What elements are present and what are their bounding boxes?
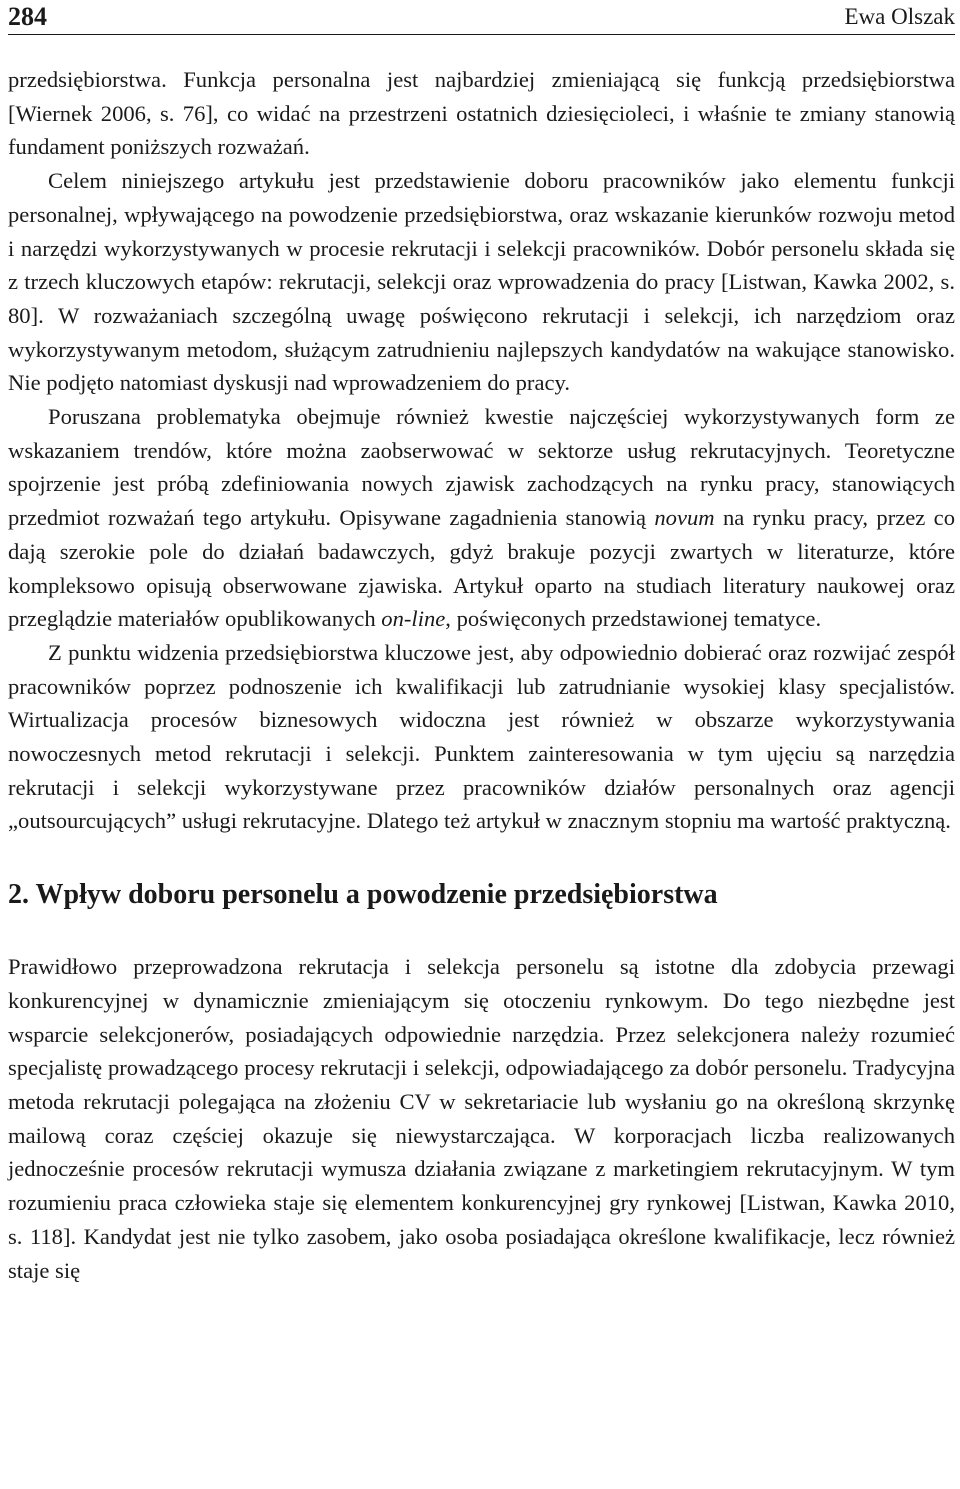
term-novum: novum [654, 505, 715, 531]
body-text [8, 63, 955, 1287]
paragraph-scope-text-c: , poświęconych przedstawionej tematyce. [445, 606, 822, 632]
paragraph-scope-text-a: Poruszana problematyka obejmuje również kwestie najczęściej wykorzystywanych form ze wskazaniem trendów, które można zaobserwować w sektorze usług rekrutacyjnych. Teoretyczne spojrzenie jest próbą zdefiniowania nowych zjawisk zachodzących na rynku pracy, stanowiących przedmiot rozważań tego artykułu. Opisywane zagadnienia stanowią [8, 404, 955, 531]
document-page [8, 0, 955, 1287]
term-on-line: on-line [381, 606, 446, 632]
section-heading: 2. Wpływ doboru personelu a powodzenie przedsiębiorstwa [8, 879, 718, 911]
running-header-author: Ewa Olszak [844, 4, 955, 29]
paragraph-scope-text-b: na rynku pracy, przez co dają szerokie pole do działań badawczych, gdyż brakuje pozycji zwartych w literaturze, które kompleksowo opisują obserwowane zjawiska. Artykuł oparto na studiach literatury naukowej oraz przeglądzie materiałów opublikowanych [8, 505, 955, 632]
paragraph-aim: Celem niniejszego artykułu jest przedstawienie doboru pracowników jako elementu funkcji personalnej, wpływającego na powodzenie przedsiębiorstwa, oraz wskazanie kierunków rozwoju metod i narzędzi wykorzystywanych w procesie rekrutacji i selekcji pracowników. Dobór personelu składa się z trzech kluczowych etapów: rekrutacji, selekcji oraz wprowadzenia do pracy [Listwan, Kawka 2002, s. 80]. W rozważaniach szczególną uwagę poświęcono rekrutacji i selekcji, ich narzędziom oraz wykorzystywanym metodom, służącym zatrudnieniu najlepszych kandydatów na wakujące stanowisko. Nie podjęto natomiast dyskusji nad wprowadzeniem do pracy. [8, 168, 955, 396]
page-number: 284 [8, 2, 47, 31]
running-header [8, 0, 955, 35]
paragraph-scope [8, 400, 955, 636]
paragraph-continuation: przedsiębiorstwa. Funkcja personalna jest najbardziej zmieniającą się funkcją przedsiębiorstwa [Wiernek 2006, s. 76], co widać na przestrzeni ostatnich dziesięcioleci, i właśnie te zmiany stanowią fundament poniższych rozważań. [8, 67, 955, 160]
paragraph-section-2: Prawidłowo przeprowadzona rekrutacja i selekcja personelu są istotne dla zdobycia przewagi konkurencyjnej w dynamicznie zmieniającym się otoczeniu rynkowym. Do tego niezbędne jest wsparcie selekcjonerów, posiadających odpowiednie narzędzia. Przez selekcjonera należy rozumieć specjalistę prowadzącego procesy rekrutacji i selekcji, odpowiadającego za dobór personelu. Tradycyjna metoda rekrutacji polegająca na złożeniu CV w sekretariacie lub wysłaniu go na określoną skrzynkę mailową coraz częściej okazuje się niewystarczająca. W korporacjach liczba realizowanych jednocześnie procesów rekrutacji wymusza działania związane z marketingiem rekrutacyjnym. W tym rozumieniu praca człowieka staje się elementem konkurencyjnej gry rynkowej [Listwan, Kawka 2010, s. 118]. Kandydat jest nie tylko zasobem, jako osoba posiadająca określone kwalifikacje, lecz również staje się [8, 954, 955, 1283]
paragraph-practical: Z punktu widzenia przedsiębiorstwa kluczowe jest, aby odpowiednio dobierać oraz rozwijać zespół pracowników poprzez podnoszenie ich kwalifikacji lub zatrudnianie wysokiej klasy specjalistów. Wirtualizacja procesów biznesowych widoczna jest również w obszarze wykorzystywania nowoczesnych metod rekrutacji i selekcji. Punktem zainteresowania w tym ujęciu są narzędzia rekrutacji i selekcji wykorzystywane przez pracowników działów personalnych oraz agencji „outsourcujących” usługi rekrutacyjne. Dlatego też artykuł w znacznym stopniu ma wartość praktyczną. [8, 639, 955, 834]
